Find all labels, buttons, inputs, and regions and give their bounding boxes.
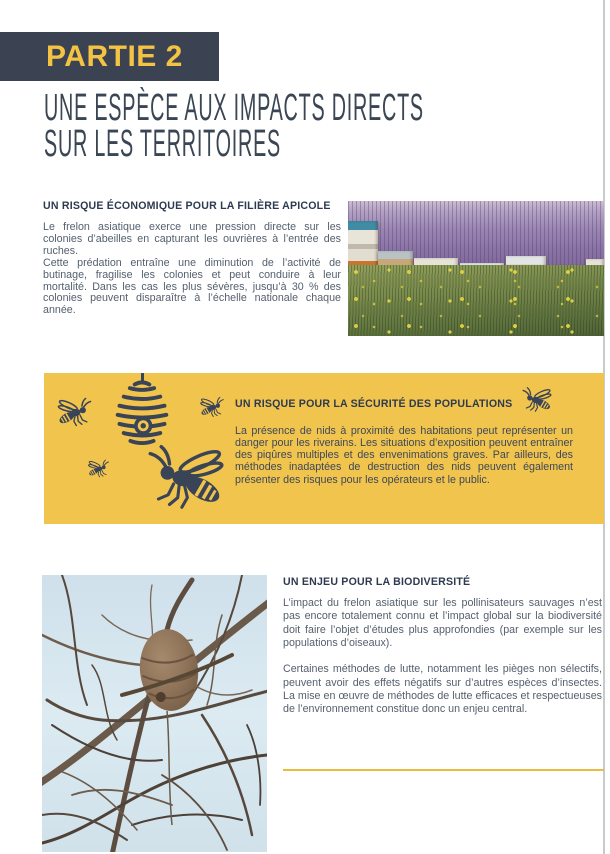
- apicole-paragraph-2: Cette prédation entraîne une diminution de l’activité de butinage, fragilise les colonies et peut conduire à leur mortalité. Dans les cas les plus sévères, jusqu’à 30 % des colonies peuvent disparaître à l’échelle nationale chaque année.: [43, 256, 341, 317]
- beehives-lavender-photo: [348, 201, 604, 336]
- hornet-large-icon: [138, 444, 234, 510]
- hornet-nest-photo: [42, 575, 267, 852]
- nest-in-tree-illustration: [42, 575, 267, 852]
- biodiversite-paragraph-2: Certaines méthodes de lutte, notamment les pièges non sélectifs, peuvent avoir des effets négatifs sur d’autres espèces d’insectes. La mise en œuvre de méthodes de lutte efficaces et respectueuses de l’environnement constitue donc un enjeu central.: [283, 663, 602, 716]
- yellow-divider-rule: [283, 769, 604, 771]
- section-heading-apicole: UN RISQUE ÉCONOMIQUE POUR LA FILIÈRE APICOLE: [43, 200, 331, 212]
- security-callout: [44, 373, 604, 524]
- section-body-apicole: [43, 222, 341, 317]
- hornet-icon: [87, 459, 110, 478]
- grass-foreground: [348, 265, 604, 336]
- part-2-banner: [0, 32, 219, 81]
- section-body-biodiversite: [283, 597, 602, 717]
- section-heading-biodiversite: UN ENJEU POUR LA BIODIVERSITÉ: [283, 576, 471, 588]
- hornet-icon: [199, 396, 225, 418]
- page-title-line2: SUR LES TERRITOIRES: [44, 123, 281, 165]
- apicole-paragraph-1: Le frelon asiatique exerce une pression directe sur les colonies d’abeilles en capturant les ouvrières à l’entrée des ruches.: [43, 221, 341, 257]
- hornet-icon: [521, 386, 553, 413]
- section-body-securite: La présence de nids à proximité des habitations peut représenter un danger pour les riverains. Les situations d’exposition peuvent entraîner des piqûres multiples et des envenimations graves. Par ailleurs, des méthodes inadaptées de destruction des nids peuvent également présenter des risques pour les opérateurs et le public.: [235, 425, 573, 486]
- page-title: [44, 87, 610, 165]
- beehive-skep-icon: [110, 379, 174, 447]
- biodiversite-paragraph-1: L’impact du frelon asiatique sur les pollinisateurs sauvages n’est pas encore totalement connu et l’impact global sur la biodiversité doit faire l’objet d’études plus approfondies (par exemple sur les populations d’oiseaux).: [283, 597, 602, 650]
- page-title-line1: UNE ESPÈCE AUX IMPACTS DIRECTS: [44, 87, 424, 129]
- part-label: PARTIE 2: [46, 39, 183, 73]
- section-heading-securite: UN RISQUE POUR LA SÉCURITÉ DES POPULATIONS: [235, 398, 513, 410]
- hornet-icon: [56, 397, 93, 427]
